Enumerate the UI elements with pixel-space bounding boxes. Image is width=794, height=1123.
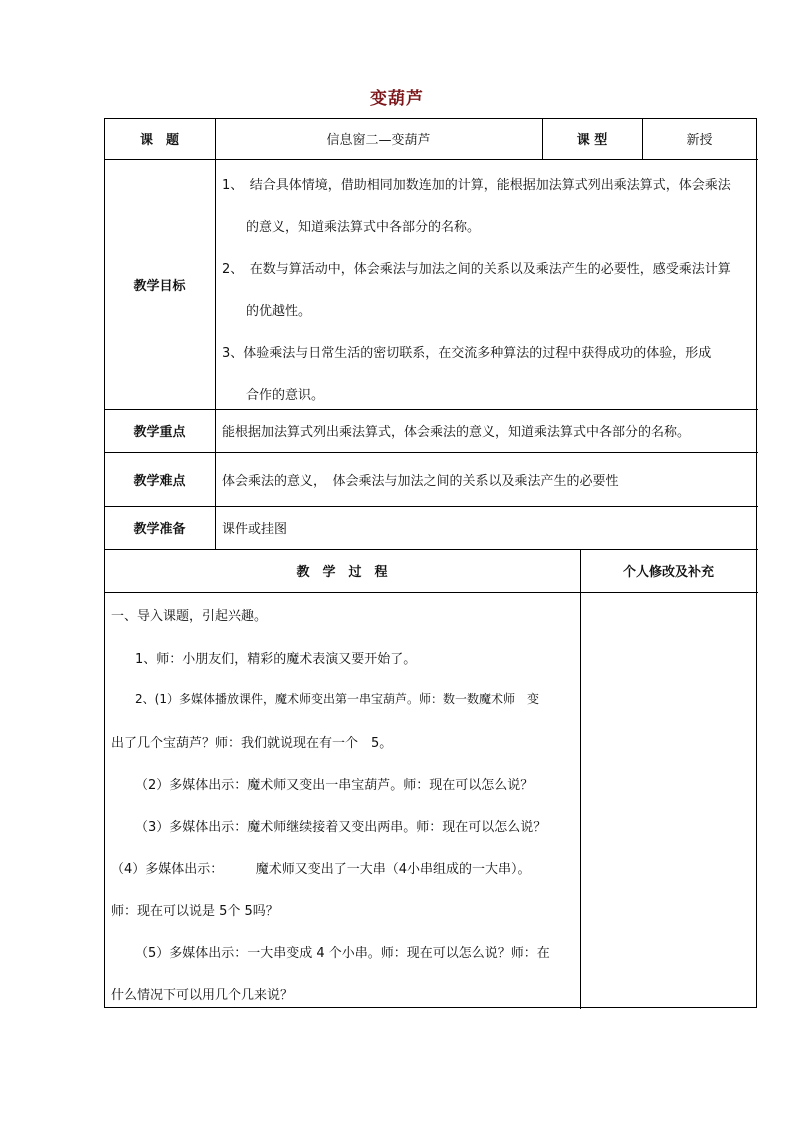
difficulties-label: 教学难点 <box>133 473 186 489</box>
process-line: （4）多媒体出示： 魔术师又变出了一大串（4小串组成的一大串）。 <box>111 862 531 877</box>
lesson-plan-table <box>104 118 757 1003</box>
key-points-label: 教学重点 <box>133 425 186 440</box>
process-line: 师：现在可以说是 5个 5吗？ <box>111 904 279 919</box>
process-line: 2、(1）多媒体播放课件，魔术师变出第一串宝葫芦。师：数一数魔术师 变 <box>135 692 539 706</box>
process-line: （3）多媒体出示：魔术师继续接着又变出两串。师：现在可以怎么说？ <box>135 820 547 835</box>
objective-line: 2、 在数与算活动中，体会乘法与加法之间的关系以及乘法产生的必要性，感受乘法计算 <box>222 262 731 277</box>
process-line: （2）多媒体出示：魔术师又变出一串宝葫芦。师：现在可以怎么说？ <box>135 778 534 793</box>
process-line: （5）多媒体出示：一大串变成 4 个小串。师：现在可以怎么说？师：在 <box>135 946 550 961</box>
divider <box>104 592 758 593</box>
divider <box>580 549 581 1009</box>
process-line: 1、师：小朋友们，精彩的魔术表演又要开始了。 <box>135 652 417 667</box>
lesson-type-value: 新授 <box>686 133 713 148</box>
objective-line: 1、 结合具体情境，借助相同加数连加的计算，能根据加法算式列出乘法算式，体会乘法 <box>222 178 731 193</box>
objective-line: 的意义，知道乘法算式中各部分的名称。 <box>246 220 481 235</box>
divider <box>215 118 216 550</box>
objectives-label: 教学目标 <box>133 278 186 294</box>
objective-line: 的优越性。 <box>246 304 312 319</box>
process-line: 一、导入课题，引起兴趣。 <box>111 609 268 624</box>
objective-line: 合作的意识。 <box>246 388 325 403</box>
subject-value: 信息窗二—变葫芦 <box>326 133 431 148</box>
difficulties-value: 体会乘法的意义， 体会乘法与加法之间的关系以及乘法产生的必要性 <box>222 473 619 489</box>
process-line: 出了几个宝葫芦？师：我们就说现在有一个 5。 <box>111 736 393 751</box>
process-header: 教 学 过 程 <box>296 565 388 580</box>
preparation-label: 教学准备 <box>133 522 186 537</box>
objective-line: 3、体验乘法与日常生活的密切联系，在交流多种算法的过程中获得成功的体验，形成 <box>222 346 712 361</box>
lesson-type-label: 课 型 <box>576 133 608 148</box>
subject-label: 课 题 <box>139 133 179 148</box>
revision-header: 个人修改及补充 <box>622 565 714 580</box>
document-title: 变葫芦 <box>370 89 424 109</box>
key-points-value: 能根据加法算式列出乘法算式，体会乘法的意义，知道乘法算式中各部分的名称。 <box>222 425 691 440</box>
preparation-value: 课件或挂图 <box>222 522 288 537</box>
process-line: 什么情况下可以用几个几来说？ <box>111 988 294 1003</box>
